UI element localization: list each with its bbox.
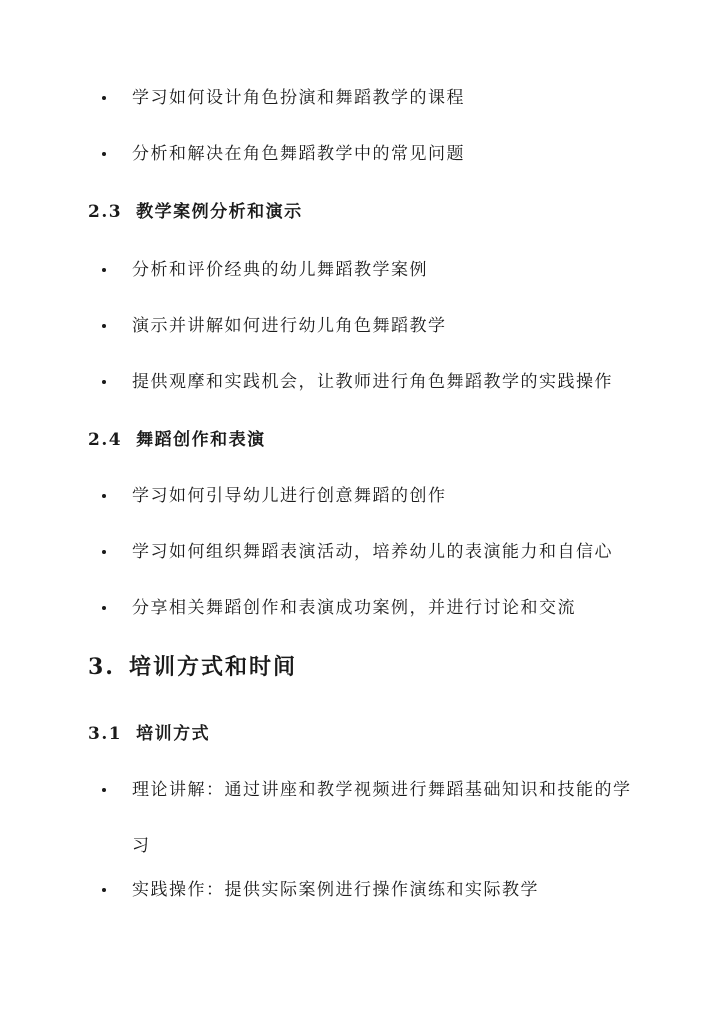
- bullet-icon: [102, 324, 106, 328]
- list-item: [108, 580, 648, 636]
- section-title: 培训方式和时间: [128, 654, 297, 680]
- bullet-icon: [102, 788, 106, 792]
- list-item: [108, 126, 648, 182]
- section-title: 培训方式: [136, 724, 211, 744]
- section-number: 3.: [88, 654, 115, 680]
- list-item-text: 分析和评价经典的幼儿舞蹈教学案例: [132, 260, 428, 280]
- list-item-text: 分享相关舞蹈创作和表演成功案例，并进行讨论和交流: [132, 598, 576, 618]
- list-item-text: 提供观摩和实践机会，让教师进行角色舞蹈教学的实践操作: [132, 372, 613, 392]
- bullet-icon: [102, 96, 106, 100]
- list-item: [108, 70, 648, 126]
- section-heading-3-1: [88, 722, 210, 746]
- list-item-text: 分析和解决在角色舞蹈教学中的常见问题: [132, 144, 465, 164]
- section-heading-2-3: [88, 200, 303, 224]
- section-title: 舞蹈创作和表演: [136, 430, 266, 450]
- list-item: [108, 354, 648, 410]
- list-item: [108, 762, 648, 874]
- bullet-icon: [102, 550, 106, 554]
- list-item-text: 理论讲解：通过讲座和教学视频进行舞蹈基础知识和技能的学习: [132, 780, 632, 856]
- bullet-icon: [102, 606, 106, 610]
- list-item-text: 学习如何引导幼儿进行创意舞蹈的创作: [132, 486, 447, 506]
- list-item-text: 学习如何组织舞蹈表演活动，培养幼儿的表演能力和自信心: [132, 542, 613, 562]
- list-item: [108, 242, 648, 298]
- list-item-text: 演示并讲解如何进行幼儿角色舞蹈教学: [132, 316, 447, 336]
- section-title: 教学案例分析和演示: [136, 202, 303, 222]
- section-number: 2.3: [88, 202, 123, 222]
- section-number: 2.4: [88, 430, 123, 450]
- list-item: [108, 468, 648, 524]
- list-item: [108, 524, 648, 580]
- section-heading-2-4: [88, 428, 266, 452]
- bullet-icon: [102, 380, 106, 384]
- list-item-text: 实践操作：提供实际案例进行操作演练和实际教学: [132, 880, 539, 900]
- bullet-icon: [102, 268, 106, 272]
- bullet-icon: [102, 152, 106, 156]
- bullet-icon: [102, 494, 106, 498]
- section-number: 3.1: [88, 724, 123, 744]
- list-item: [108, 298, 648, 354]
- list-item-text: 学习如何设计角色扮演和舞蹈教学的课程: [132, 88, 465, 108]
- bullet-icon: [102, 888, 106, 892]
- section-heading-3: [88, 652, 297, 682]
- list-item: [108, 862, 648, 918]
